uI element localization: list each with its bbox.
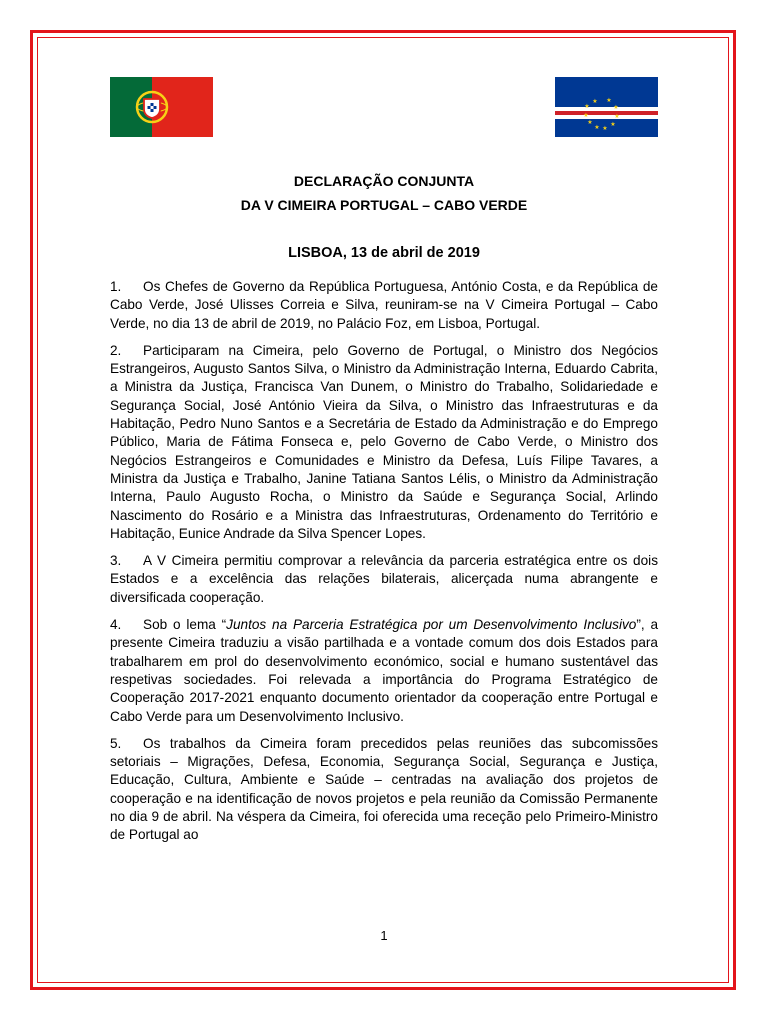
svg-text:★: ★: [584, 103, 590, 110]
svg-text:★: ★: [602, 125, 608, 132]
portugal-flag: [110, 77, 213, 137]
svg-text:★: ★: [594, 124, 600, 131]
svg-text:★: ★: [583, 112, 589, 119]
paragraph-4: [110, 616, 658, 726]
paragraph-text: Participaram na Cimeira, pelo Governo de Portugal, o Ministro dos Negócios Estrangeiros, Augusto Santos Silva, o Ministro da Administração Interna, Eduardo Cabrita, a Ministra da Justiça, Francisca Van Dunem, o Ministro do Trabalho, Solidariedade e Segurança Social, José António Vieira da Silva, o Ministro das Infraestruturas e da Habitação, Pedro Nuno Santos e a Secretária de Estado da Administração e do Emprego Público, Maria de Fátima Fonseca e, pelo Governo de Cabo Verde, o Ministro dos Negócios Estrangeiros e Comunidades e Ministro da Defesa, Luís Filipe Tavares, a Ministra da Justiça e Trabalho, Janine Tatiana Santos Lélis, o Ministro da Administração Interna, Paulo Augusto Rocha, o Ministro da Saúde e Segurança Social, Arlindo Nascimento do Rosário e a Ministra das Infraestruturas, Ordenamento do Território e Habitação, Eunice Andrade da Silva Spencer Lopes.: [110, 342, 658, 541]
svg-text:★: ★: [610, 121, 616, 128]
svg-text:★: ★: [606, 97, 612, 104]
paragraph-number: 5.: [110, 735, 122, 751]
paragraph-text-post: ”, a presente Cimeira traduziu a visão partilhada e a vontade comum dos dois Estados para trabalharem em prol do desenvolvimento económico, social e humano sustentável das respetivas sociedades. Foi relevada a importância do Programa Estratégico de Cooperação 2017-2021 enquanto documento orientador da cooperação entre Portugal e Cabo Verde para um Desenvolvimento Inclusivo.: [110, 617, 659, 724]
paragraph-number: 3.: [110, 553, 122, 569]
paragraph-5: [110, 735, 658, 845]
paragraph-text: Os trabalhos da Cimeira foram precedidos pelas reuniões das subcomissões setoriais – Migrações, Defesa, Economia, Segurança Social, Segurança e Justiça, Educação, Cultura, Ambiente e Saúde – centradas na avaliação dos projetos de cooperação e na identificação de novos projetos e pela reunião da Comissão Permanente no dia 9 de abril. Na véspera da Cimeira, foi oferecida uma receção pelo Primeiro-Ministro de Portugal ao: [110, 735, 658, 843]
paragraph-text: Os Chefes de Governo da República Portuguesa, António Costa, e da República de Cabo Verde, José Ulisses Correia e Silva, reuniram-se na V Cimeira Portugal – Cabo Verde, no dia 13 de abril de 2019, no Palácio Foz, em Lisboa, Portugal.: [110, 279, 658, 331]
paragraph-2: [110, 342, 658, 543]
svg-text:★: ★: [592, 98, 598, 105]
paragraph-text-motto: Juntos na Parceria Estratégica por um Desenvolvimento Inclusivo: [226, 617, 637, 633]
paragraph-1: [110, 278, 658, 333]
title-line-2: DA V CIMEIRA PORTUGAL – CABO VERDE: [240, 197, 528, 213]
paragraph-number: 1.: [110, 279, 122, 294]
paragraph-3: [110, 552, 658, 607]
cabo-verde-flag: [555, 77, 658, 137]
svg-text:★: ★: [587, 119, 593, 126]
paragraph-number: 4.: [110, 617, 122, 633]
page-number: 1: [380, 928, 388, 943]
svg-text:★: ★: [613, 104, 619, 111]
paragraph-text-pre: Sob o lema “: [143, 617, 227, 633]
document-body: [110, 278, 658, 854]
svg-text:★: ★: [614, 113, 620, 120]
title-line-1: DECLARAÇÃO CONJUNTA: [293, 173, 475, 189]
paragraph-text: A V Cimeira permitiu comprovar a relevância da parceria estratégica entre os dois Estados e a excelência das relações bilaterais, alicerçada numa abrangente e diversificada cooperação.: [110, 553, 658, 605]
paragraph-number: 2.: [110, 342, 122, 358]
place-date: LISBOA, 13 de abril de 2019: [288, 245, 480, 261]
